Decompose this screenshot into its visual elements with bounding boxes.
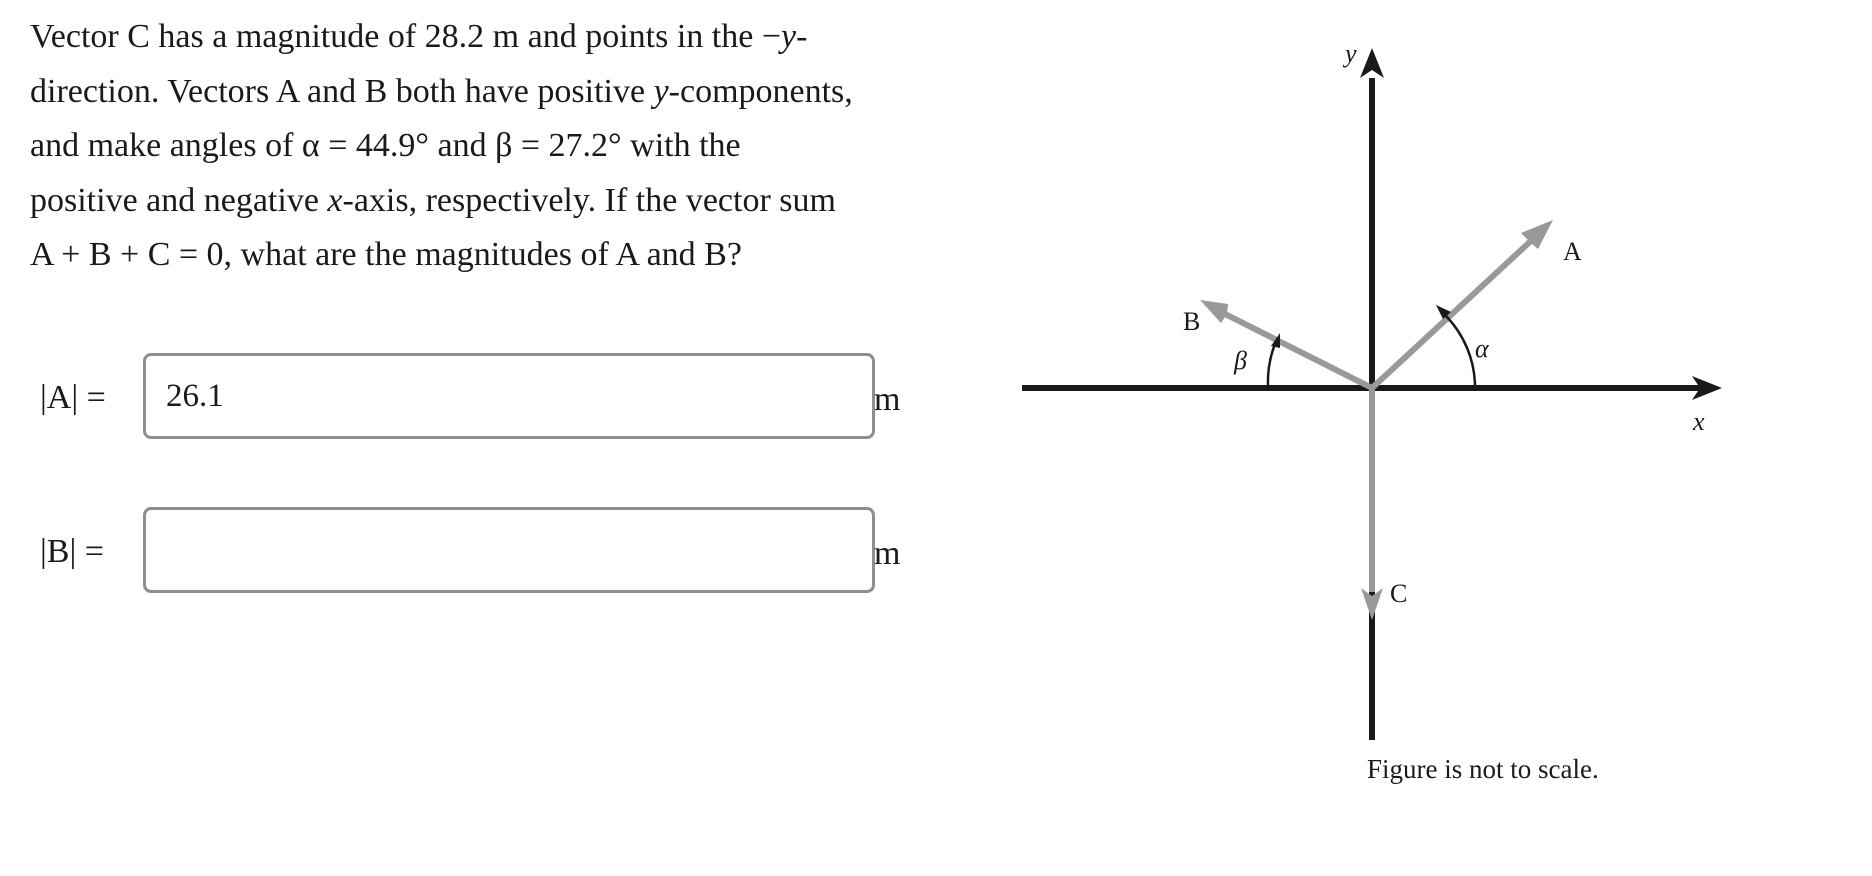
vector-c-label: C	[1390, 579, 1408, 608]
question-line-5: A + B + C = 0, what are the magnitudes of A and B?	[30, 236, 742, 273]
alpha-arc	[1446, 316, 1475, 385]
magnitude-a-label: |A| =	[40, 379, 106, 416]
answer-row-b	[36, 507, 936, 593]
alpha-label: α	[1475, 334, 1489, 363]
vector-a	[1372, 239, 1533, 388]
magnitude-b-label: |B| =	[40, 533, 104, 570]
x-axis-label: x	[1693, 407, 1705, 436]
magnitude-b-input[interactable]	[143, 507, 875, 593]
question-line-3: and make angles of α = 44.9° and β = 27.2° with the	[30, 127, 741, 164]
vector-b-arrowhead	[1200, 300, 1228, 323]
question-line-2: direction. Vectors A and B both have positive y-components,	[30, 72, 853, 110]
figure-caption: Figure is not to scale.	[1367, 754, 1599, 784]
question-text	[30, 10, 930, 283]
y-axis-label: y	[1345, 39, 1357, 68]
vector-figure	[1010, 30, 1770, 800]
question-line-1: Vector C has a magnitude of 28.2 m and points in the −y-	[30, 18, 808, 55]
beta-arc	[1268, 344, 1275, 385]
magnitude-b-unit: m	[874, 535, 901, 572]
question-line-4: positive and negative x-axis, respectively. If the vector sum	[30, 181, 836, 219]
magnitude-a-input[interactable]	[143, 353, 875, 439]
answer-row-a	[36, 353, 936, 439]
vector-b-label: B	[1183, 307, 1201, 336]
vector-a-label: A	[1563, 237, 1582, 266]
beta-label: β	[1234, 346, 1247, 375]
vector-b	[1225, 314, 1372, 388]
magnitude-a-unit: m	[874, 381, 901, 418]
y-axis-arrowhead	[1360, 48, 1384, 78]
